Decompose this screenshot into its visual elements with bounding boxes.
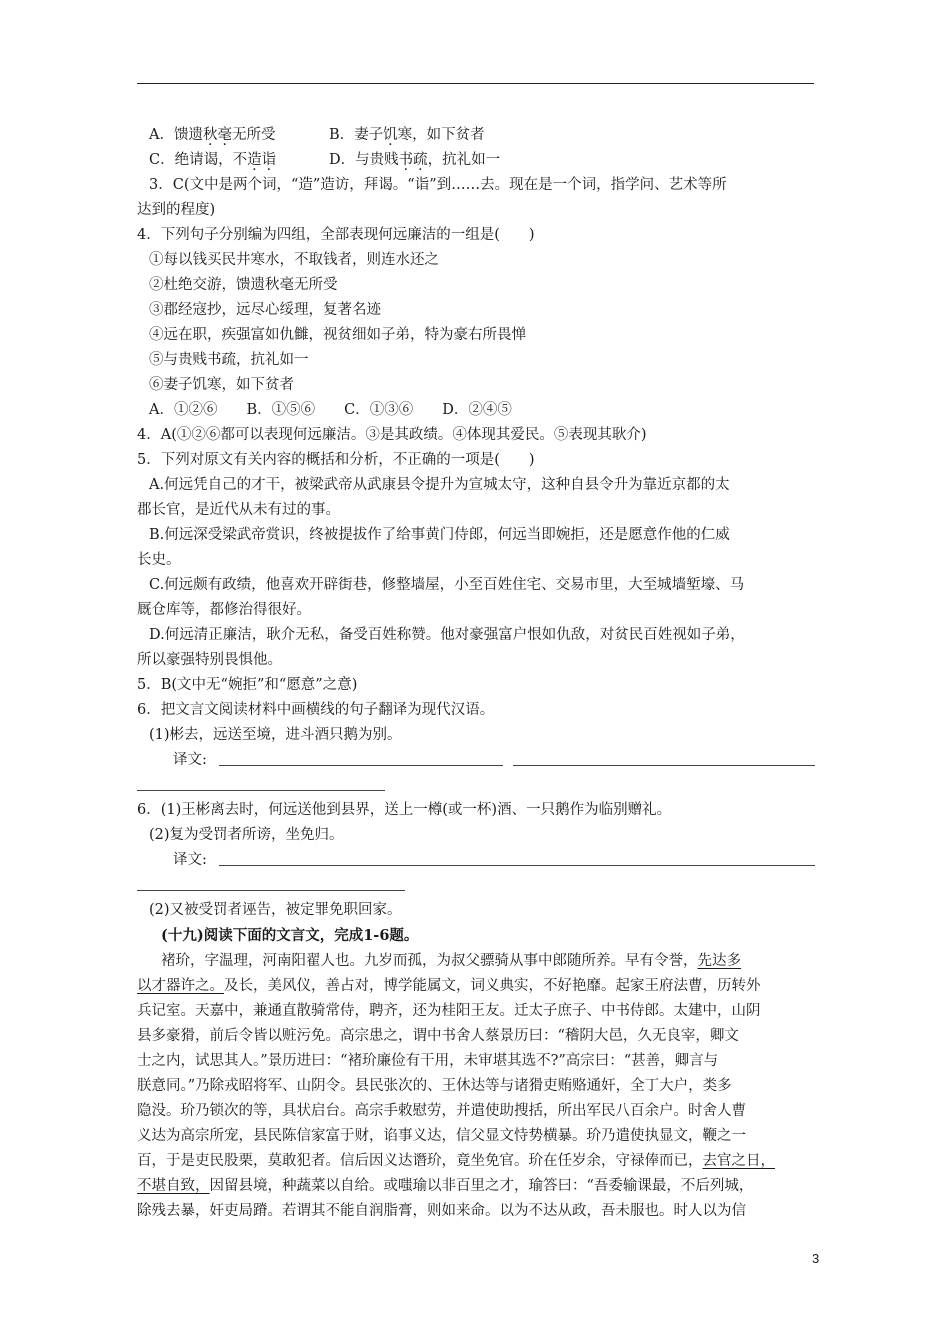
q3-answer-line2: 达到的程度) [137,202,216,218]
passage-line: 士之内，试思其人。”景历进曰：“褚玠廉俭有干用，未审堪其选不?”高宗曰：“甚善，卿言与 [137,1053,719,1069]
q3-options-row2 [149,150,501,170]
q4-item: ①每以钱买民井寒水，不取钱者，则连水还之 [149,252,439,268]
q5-option-b-line1: B.何远深受梁武帝赏识，终被提拔作了给事黄门侍郎，何远当即婉拒，还是愿意作他的仁威 [149,527,730,543]
section-heading: (十九)阅读下面的文言文，完成1-6题。 [161,927,419,944]
passage-line: 兵记室。天嘉中，兼通直散骑常侍，聘齐，还为桂阳王友。迁太子庶子、中书侍郎。太建中，山阴 [137,1003,761,1019]
translation-blank-line [219,865,815,866]
q4-item: ②杜绝交游，馈遗秋毫无所受 [149,277,338,293]
passage-line: 县多豪猾，前后令皆以赃污免。高宗患之，谓中书舍人蔡景历曰：“稽阴大邑，久无良宰，卿文 [137,1028,739,1044]
q5-answer: 5．B(文中无“婉拒”和“愿意”之意) [137,677,358,693]
passage-line: 除残去暴，奸吏局蹐。若谓其不能自润脂膏，则如来命。以为不达从政，吾未服也。时人以为信 [137,1203,746,1219]
q4-options: A．①②⑥ B．①⑤⑥ C．①③⑥ D．②④⑤ [149,402,512,418]
q4-answer: 4．A(①②⑥都可以表现何远廉洁。③是其政绩。④体现其爱民。⑤表现其耿介) [137,427,647,443]
q6-sentence-2: (2)复为受罚者所谤，坐免归。 [149,827,344,843]
q3-option-a: A．馈遗秋毫无所受 [149,127,276,143]
q5-option-c-line2: 厩仓库等，都修治得很好。 [137,602,311,618]
passage-line: 褚玠，字温理，河南阳翟人也。九岁而孤，为叔父骠骑从事中郎随所养。早有令誉，先达多 [161,953,741,969]
q5-stem: 5．下列对原文有关内容的概括和分析，不正确的一项是( ) [137,452,535,468]
passage-line: 隐没。玠乃锁次的等，具状启台。高宗手敕慰劳，并遣使助搜括，所出军民八百余户。时舍人曹 [137,1103,746,1119]
q3-option-d: D．与贵贱书疏，抗礼如一 [329,152,501,168]
q5-option-d-line1: D.何远清正廉洁，耿介无私，备受百姓称赞。他对豪强富户恨如仇敌，对贫民百姓视如子弟， [149,627,745,643]
passage-line: 百，于是吏民股栗，莫敢犯者。信后因义达谮玠，竟坐免官。玠在任岁余，守禄俸而已，去官之日， [137,1153,775,1169]
q5-option-a-line2: 郡长官，是近代从未有过的事。 [137,502,340,518]
translation-blank-line [137,890,405,891]
q4-item: ⑤与贵贱书疏，抗礼如一 [149,352,309,368]
translation-blank-line [219,765,503,766]
page-number: 3 [812,1251,820,1266]
q5-option-a-line1: A.何远凭自己的才干，被梁武帝从武康县令提升为宣城太守，这种自县令升为靠近京都的太 [149,477,730,493]
q6-answer-1: 6．(1)王彬离去时，何远送他到县界，送上一樽(或一杯)酒、一只鹅作为临别赠礼。 [137,802,672,818]
q4-item: ③郡经寇抄，远尽心绥理，复著名迹 [149,302,381,318]
q4-item: ④远在职，疾强富如仇雠，视贫细如子弟，特为豪右所畏惮 [149,327,526,343]
q3-options-row1 [149,125,485,145]
q3-answer-line1: 3．C(文中是两个词，“造”造访，拜谒。“诣”到……去。现在是一个词，指学问、艺术等所 [149,177,727,193]
q5-option-d-line2: 所以豪强特别畏惧他。 [137,652,282,668]
q4-item: ⑥妻子饥寒，如下贫者 [149,377,294,393]
passage-line: 朕意同。”乃除戎昭将军、山阴令。县民张次的、王休达等与诸猾吏贿赂通奸，全丁大户，类多 [137,1078,732,1094]
q6-translation-label: 译文: [173,852,207,868]
q6-translation-label: 译文: [173,752,207,768]
q3-option-b: B．妻子饥寒，如下贫者 [329,127,485,143]
q3-option-c: C．绝请谒，不造诣 [149,152,277,168]
q4-stem: 4．下列句子分别编为四组，全部表现何远廉洁的一组是( ) [137,227,535,243]
passage-line: 不堪自致，因留县境，种蔬菜以自给。或嗤瑜以非百里之才，瑜答曰：“吾委输课最，不后列城， [137,1178,754,1194]
translation-blank-line [513,765,815,766]
passage-line: 以才器许之。及长，美风仪，善占对，博学能属文，词义典实，不好艳靡。起家王府法曹，历转外 [137,978,761,994]
passage-line: 义达为高宗所宠，县民陈信家富于财，谄事义达，信父显文恃势横暴。玠乃遣使执显文，鞭之一 [137,1128,746,1144]
header-rule [137,83,814,84]
q6-answer-2: (2)又被受罚者诬告，被定罪免职回家。 [149,902,402,918]
q5-option-b-line2: 长史。 [137,552,181,568]
q5-option-c-line1: C.何远颇有政绩，他喜欢开辟街巷，修整墙屋，小至百姓住宅、交易市里，大至城墙堑壕、马 [149,577,745,593]
translation-blank-line [137,790,385,791]
q6-sentence-1: (1)彬去，远送至境，进斗酒只鹅为别。 [149,727,402,743]
q6-stem: 6．把文言文阅读材料中画横线的句子翻译为现代汉语。 [137,702,495,718]
